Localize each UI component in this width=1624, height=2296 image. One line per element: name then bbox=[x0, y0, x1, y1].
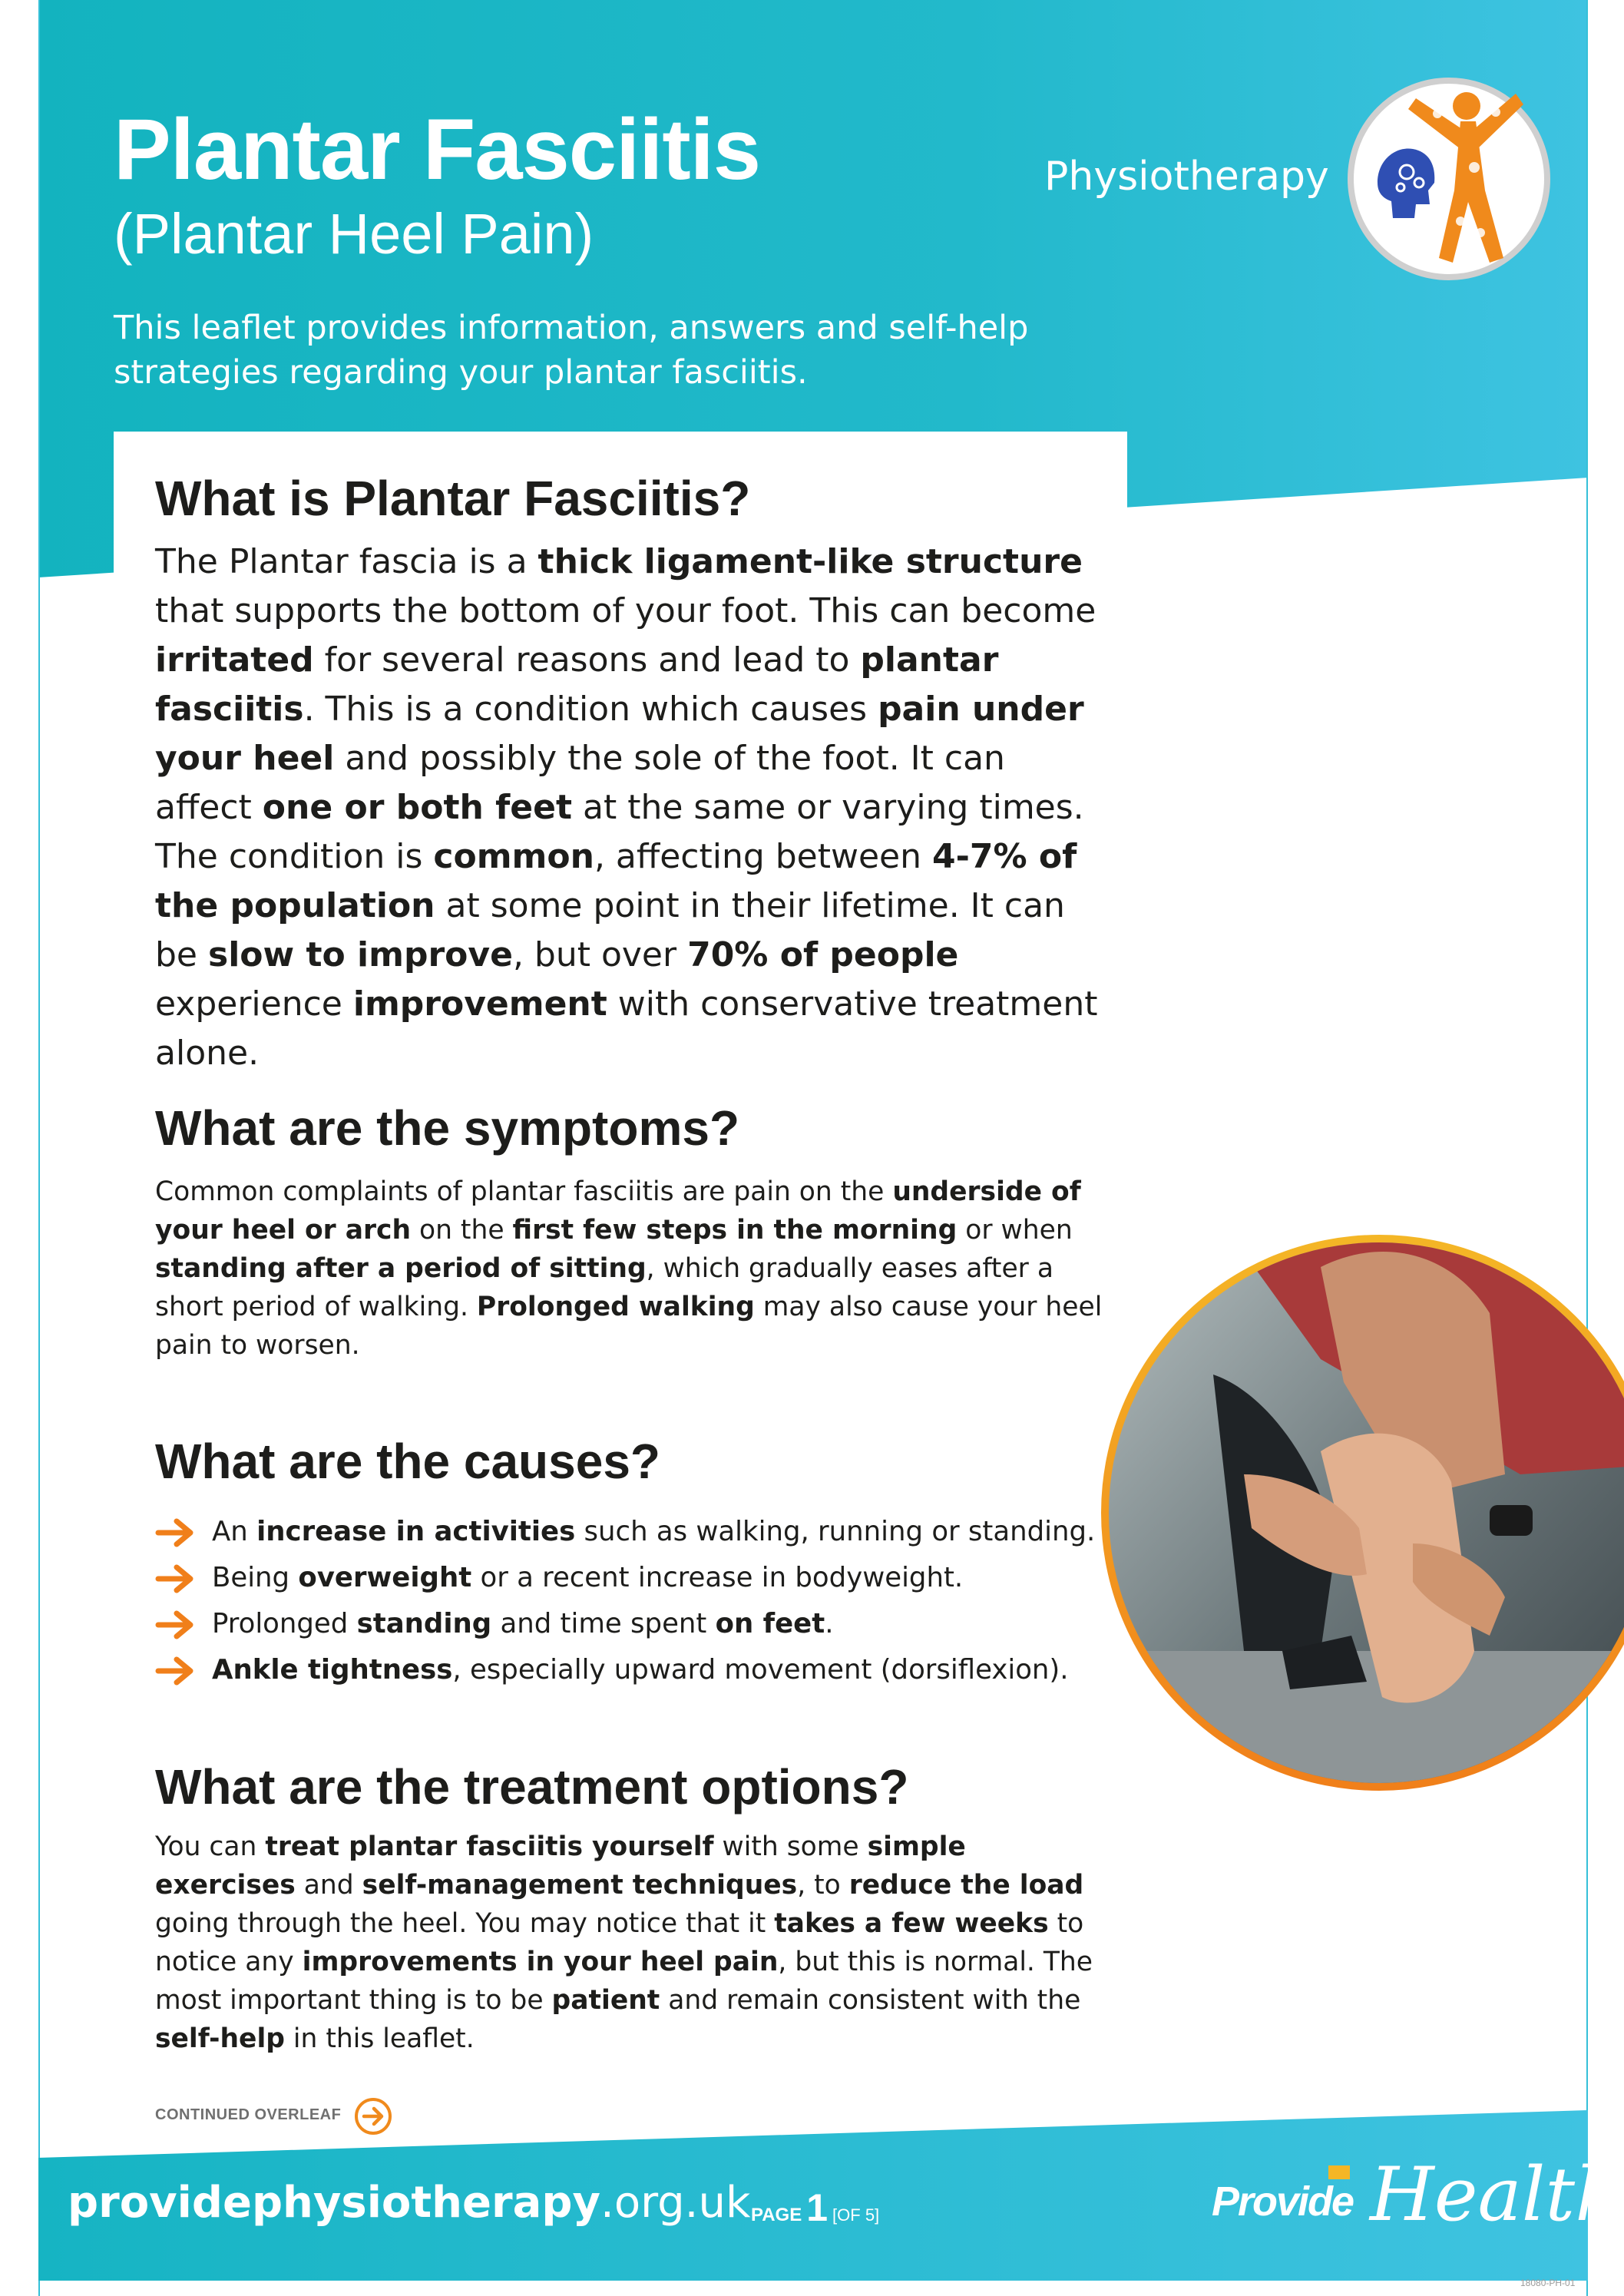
document-code: 18080-PH-01 bbox=[1520, 2278, 1576, 2288]
arrow-right-icon bbox=[155, 1656, 195, 1686]
arrow-right-icon bbox=[155, 1610, 195, 1639]
page-subtitle: (Plantar Heel Pain) bbox=[114, 202, 594, 266]
section-heading-what-is: What is Plantar Fasciitis? bbox=[155, 471, 751, 526]
list-item: An increase in activities such as walking, running or standing. bbox=[155, 1509, 1123, 1555]
arrow-right-circle-icon bbox=[353, 2096, 393, 2136]
section-heading-causes: What are the causes? bbox=[155, 1434, 660, 1489]
page-title: Plantar Fasciitis bbox=[114, 101, 761, 197]
frame-right-line bbox=[1586, 0, 1588, 2296]
arrow-right-icon bbox=[155, 1564, 195, 1593]
brand-health: Health bbox=[1370, 2152, 1622, 2238]
arrow-right-icon bbox=[155, 1518, 195, 1547]
section-heading-treatment: What are the treatment options? bbox=[155, 1759, 909, 1815]
brand-provide: Provide bbox=[1212, 2179, 1354, 2225]
symptoms-paragraph: Common complaints of plantar fasciitis are pain on the underside of your heel or arch on the first few steps in the morning or when standing after a period of sitting, which gradually eases after a short period of walking. Prolonged walking may also cause your heel pain to worsen. bbox=[155, 1176, 1103, 1361]
page-indicator: PAGE 1 [OF 5] bbox=[751, 2186, 880, 2229]
continued-overleaf-label: CONTINUED OVERLEAF bbox=[155, 2106, 342, 2123]
list-item: Ankle tightness, especially upward movement (dorsiflexion). bbox=[155, 1647, 1123, 1693]
website-url[interactable]: providephysiotherapy.org.uk bbox=[68, 2178, 751, 2228]
service-label: Physiotherapy bbox=[1044, 154, 1329, 200]
foot-stretch-photo bbox=[1090, 1221, 1624, 1805]
treatment-paragraph: You can treat plantar fasciitis yourself with some simple exercises and self-management techniques, to reduce the load going through the heel. You may notice that it takes a few weeks to notice any improvements in your heel pain, but this is normal. The most important thing is to be patient and remain consistent with the self-help in this leaflet. bbox=[155, 1831, 1093, 2054]
what-is-paragraph: The Plantar fascia is a thick ligament-like structure that supports the bottom of your foot. This can become irritated for several reasons and lead to plantar fasciitis. This is a condition which causes pain under your heel and possibly the sole of the foot. It can affect one or both feet at the same or varying times. The condition is common, affecting between 4-7% of the population at some point in their lifetime. It can be slow to improve, but over 70% of people experience improvement with conservative treatment alone. bbox=[155, 542, 1098, 1073]
list-item: Being overweight or a recent increase in bodyweight. bbox=[155, 1555, 1123, 1601]
causes-list bbox=[155, 1509, 1123, 1693]
section-heading-symptoms: What are the symptoms? bbox=[155, 1100, 740, 1156]
frame-left-line bbox=[38, 0, 40, 2296]
list-item: Prolonged standing and time spent on feet. bbox=[155, 1601, 1123, 1647]
physiotherapy-figure-icon bbox=[1345, 75, 1553, 283]
intro-text: This leaflet provides information, answers and self-help strategies regarding your plantar fasciitis. bbox=[114, 309, 1029, 392]
